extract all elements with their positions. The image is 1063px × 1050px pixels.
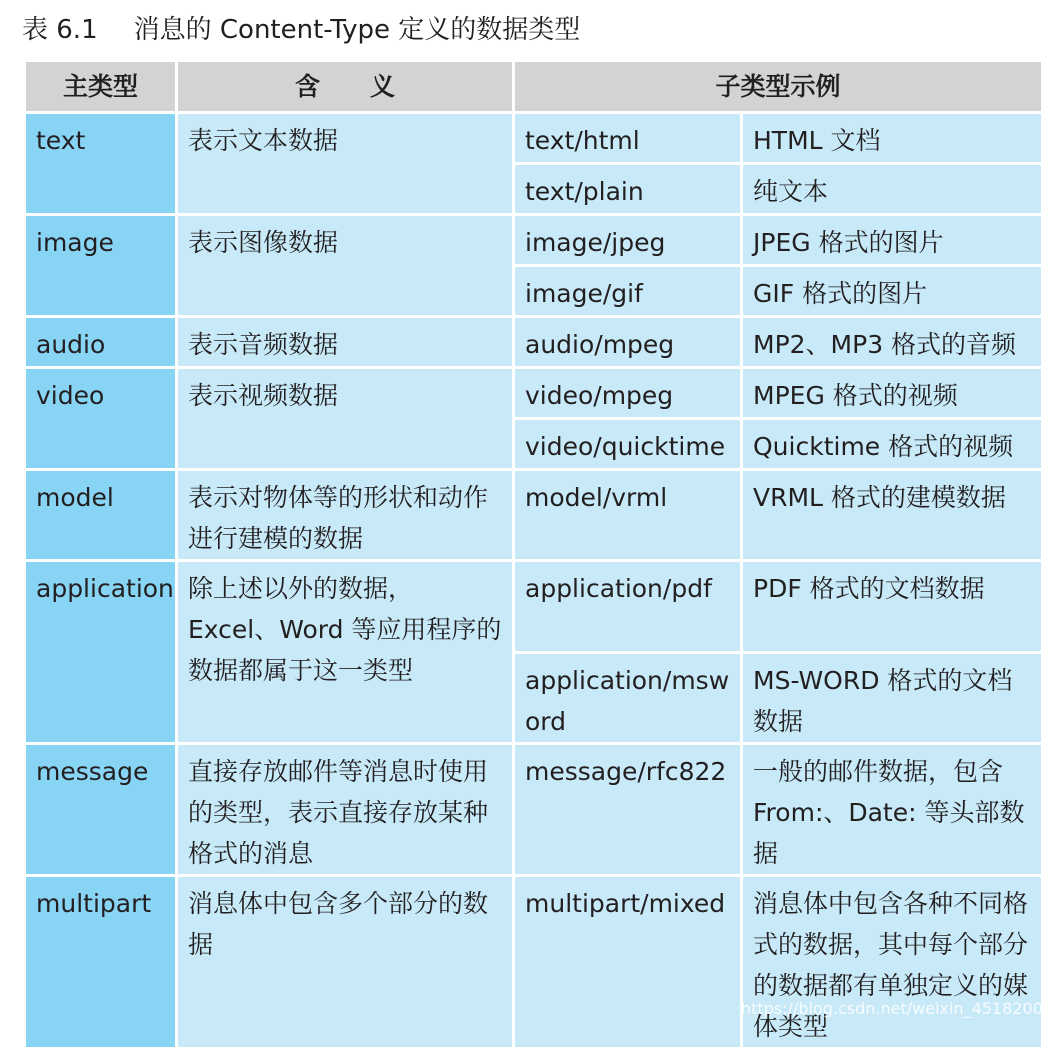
cell-meaning: 消息体中包含多个部分的数据 xyxy=(177,876,514,1049)
cell-main-type: video xyxy=(25,368,177,470)
cell-main-type: multipart xyxy=(25,876,177,1049)
caption-label: 表 6.1 xyxy=(22,15,98,45)
table-row xyxy=(25,561,1043,653)
cell-meaning: 表示对物体等的形状和动作进行建模的数据 xyxy=(177,470,514,561)
cell-main-type: message xyxy=(25,744,177,876)
cell-subtype: message/rfc822 xyxy=(514,744,742,876)
table-body xyxy=(25,113,1043,1049)
cell-meaning: 除上述以外的数据，Excel、Word 等应用程序的数据都属于这一类型 xyxy=(177,561,514,744)
cell-subtype-description: MPEG 格式的视频 xyxy=(742,368,1043,419)
table-row xyxy=(25,113,1043,164)
cell-subtype: text/plain xyxy=(514,164,742,215)
table-row xyxy=(25,317,1043,368)
table-row xyxy=(25,744,1043,876)
cell-main-type: image xyxy=(25,215,177,317)
cell-subtype-description: HTML 文档 xyxy=(742,113,1043,164)
table-row xyxy=(25,215,1043,266)
cell-main-type: audio xyxy=(25,317,177,368)
cell-subtype: application/msword xyxy=(514,653,742,744)
cell-main-type: text xyxy=(25,113,177,215)
cell-meaning: 直接存放邮件等消息时使用的类型，表示直接存放某种格式的消息 xyxy=(177,744,514,876)
cell-subtype: audio/mpeg xyxy=(514,317,742,368)
cell-subtype: multipart/mixed xyxy=(514,876,742,1049)
header-subtype-examples: 子类型示例 xyxy=(514,61,1043,113)
cell-subtype: model/vrml xyxy=(514,470,742,561)
table-row xyxy=(25,368,1043,419)
cell-subtype: application/pdf xyxy=(514,561,742,653)
cell-subtype-description: GIF 格式的图片 xyxy=(742,266,1043,317)
cell-meaning: 表示音频数据 xyxy=(177,317,514,368)
cell-subtype-description: 纯文本 xyxy=(742,164,1043,215)
table-row xyxy=(25,470,1043,561)
header-main-type: 主类型 xyxy=(25,61,177,113)
cell-subtype-description: Quicktime 格式的视频 xyxy=(742,419,1043,470)
cell-subtype-description: VRML 格式的建模数据 xyxy=(742,470,1043,561)
cell-subtype-description: 一般的邮件数据，包含 From:、Date: 等头部数据 xyxy=(742,744,1043,876)
cell-meaning: 表示图像数据 xyxy=(177,215,514,317)
cell-subtype-description: 消息体中包含各种不同格式的数据，其中每个部分的数据都有单独定义的媒体类型 xyxy=(742,876,1043,1049)
cell-subtype: image/gif xyxy=(514,266,742,317)
cell-main-type: application xyxy=(25,561,177,744)
cell-subtype: text/html xyxy=(514,113,742,164)
header-meaning: 含 义 xyxy=(177,61,514,113)
content-type-table xyxy=(23,59,1044,1050)
table-caption xyxy=(22,8,580,52)
cell-subtype: image/jpeg xyxy=(514,215,742,266)
cell-meaning: 表示文本数据 xyxy=(177,113,514,215)
cell-main-type: model xyxy=(25,470,177,561)
cell-subtype: video/quicktime xyxy=(514,419,742,470)
caption-title: 消息的 Content-Type 定义的数据类型 xyxy=(133,15,581,45)
cell-subtype-description: MP2、MP3 格式的音频 xyxy=(742,317,1043,368)
cell-subtype: video/mpeg xyxy=(514,368,742,419)
cell-meaning: 表示视频数据 xyxy=(177,368,514,470)
table-row xyxy=(25,876,1043,1049)
cell-subtype-description: JPEG 格式的图片 xyxy=(742,215,1043,266)
cell-subtype-description: PDF 格式的文档数据 xyxy=(742,561,1043,653)
watermark: https://blog.csdn.net/weixin_45182000 xyxy=(740,999,1053,1018)
cell-subtype-description: MS-WORD 格式的文档数据 xyxy=(742,653,1043,744)
